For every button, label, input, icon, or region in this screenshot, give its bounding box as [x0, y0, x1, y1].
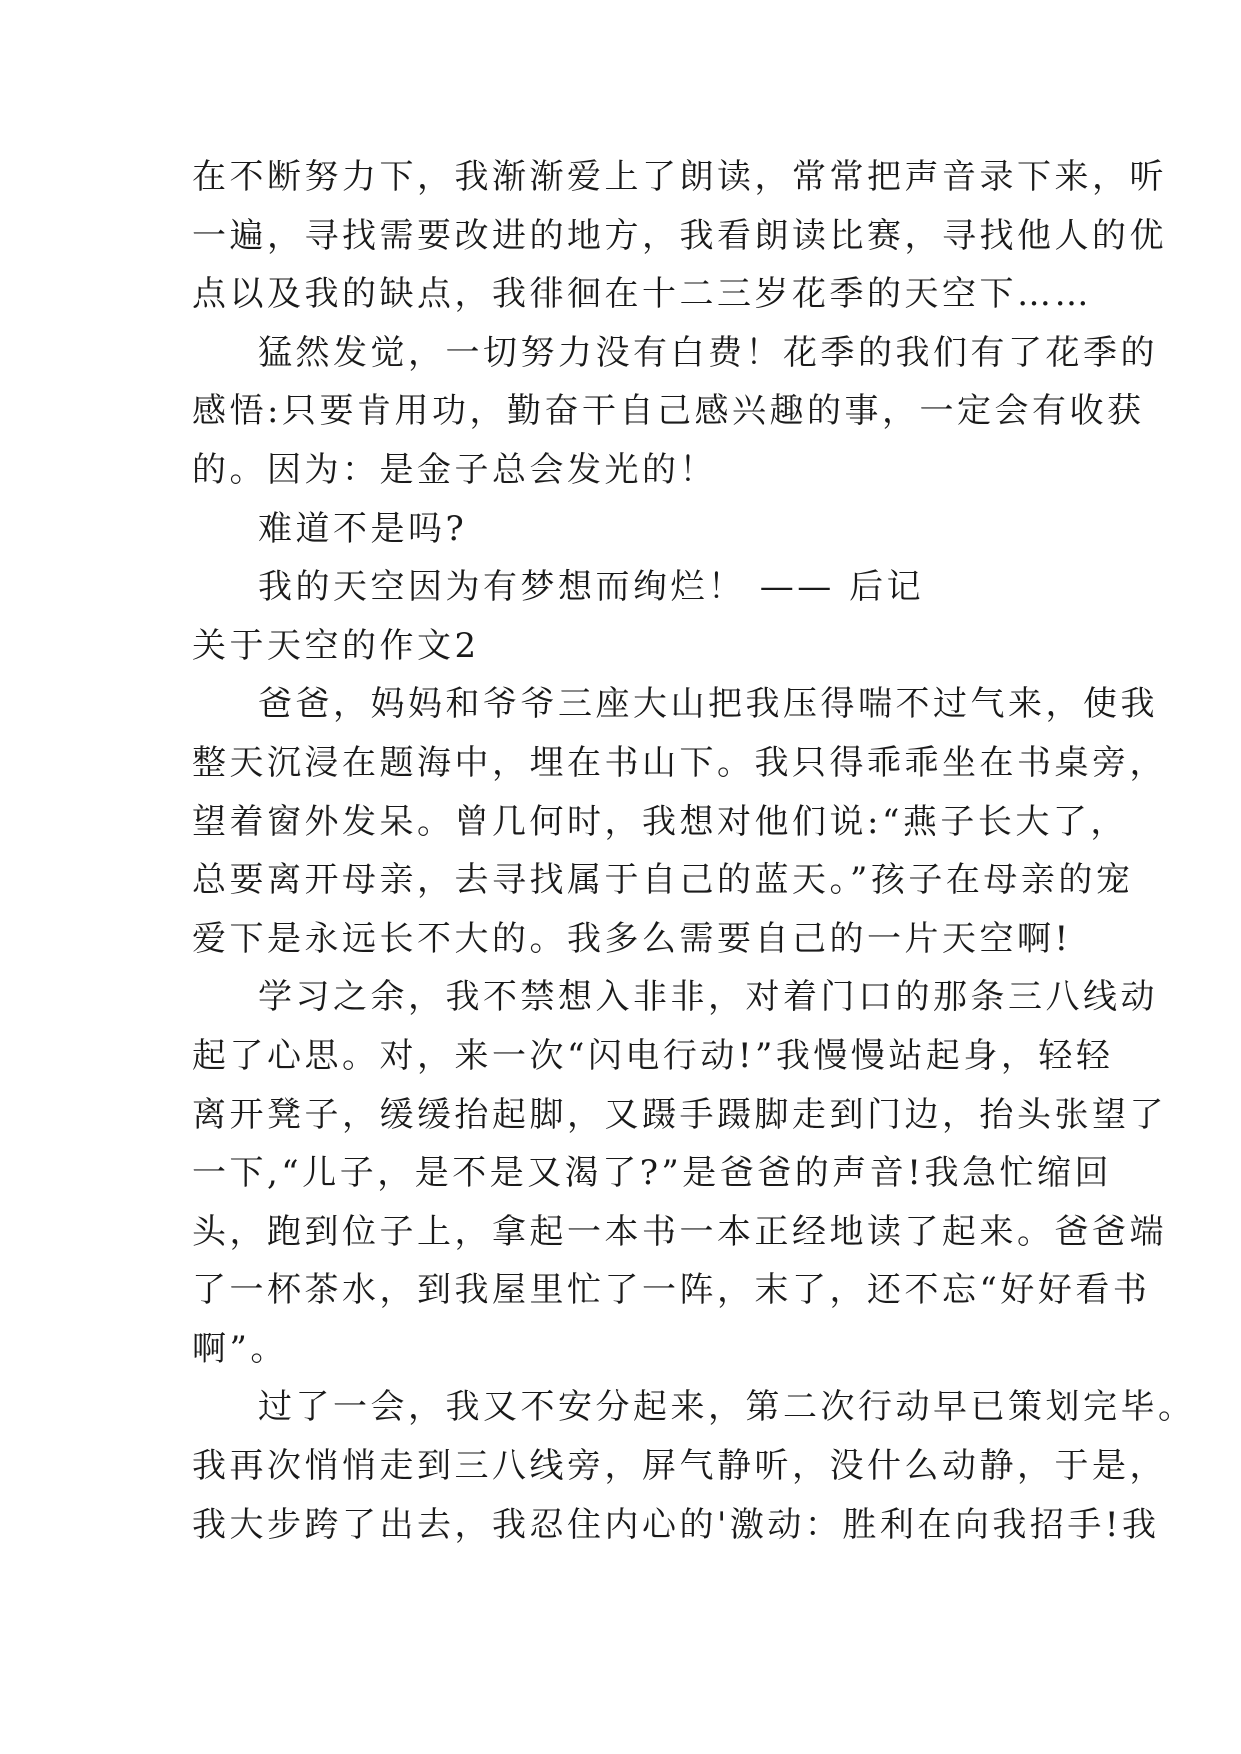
text-line: 爱下是永远长不大的。我多么需要自己的一片天空啊!	[192, 918, 1072, 959]
text-line: 整天沉浸在题海中，埋在书山下。我只得乖乖坐在书桌旁，	[192, 742, 1167, 783]
text-line: 我大步跨了出去，我忍住内心的'激动：胜利在向我招手!我	[192, 1504, 1160, 1545]
text-line: 总要离开母亲，去寻找属于自己的蓝天。”孩子在母亲的宠	[192, 860, 1134, 901]
text-line: 起了心思。对，来一次“闪电行动!”我慢慢站起身，轻轻	[192, 1035, 1114, 1076]
text-line: 一下,“儿子，是不是又渴了?”是爸爸的声音!我急忙缩回	[192, 1153, 1112, 1194]
text-line: 过了一会，我又不安分起来，第二次行动早已策划完毕。	[258, 1387, 1196, 1428]
text-line: 学习之余，我不禁想入非非，对着门口的那条三八线动	[258, 977, 1158, 1018]
essay-body	[192, 148, 1196, 1554]
text-line: 头，跑到位子上，拿起一本书一本正经地读了起来。爸爸端	[192, 1211, 1167, 1252]
text-line: 我的天空因为有梦想而绚烂！ —— 后记	[258, 567, 925, 608]
text-line: 一遍，寻找需要改进的地方，我看朗读比赛，寻找他人的优	[192, 215, 1167, 256]
text-line: 啊”。	[192, 1328, 288, 1369]
text-line: 了一杯茶水，到我屋里忙了一阵，末了，还不忘“好好看书	[192, 1270, 1151, 1311]
text-line: 我再次悄悄走到三八线旁，屏气静听，没什么动静，于是，	[192, 1446, 1167, 1487]
text-line: 难道不是吗?	[258, 508, 468, 549]
text-line: 爸爸，妈妈和爷爷三座大山把我压得喘不过气来，使我	[258, 684, 1158, 725]
text-line: 望着窗外发呆。曾几何时，我想对他们说:“燕子长大了，	[192, 801, 1128, 842]
text-line: 离开凳子，缓缓抬起脚，又蹑手蹑脚走到门边，抬头张望了	[192, 1094, 1167, 1135]
text-line: 感悟:只要肯用功，勤奋干自己感兴趣的事，一定会有收获	[192, 391, 1145, 432]
text-line: 在不断努力下，我渐渐爱上了朗读，常常把声音录下来，听	[192, 157, 1167, 197]
text-line: 点以及我的缺点，我徘徊在十二三岁花季的天空下……	[192, 274, 1092, 315]
essay-section-title: 关于天空的作文2	[192, 625, 480, 666]
text-line: 的。因为：是金子总会发光的！	[192, 449, 717, 490]
text-line: 猛然发觉，一切努力没有白费！花季的我们有了花季的	[258, 332, 1158, 373]
